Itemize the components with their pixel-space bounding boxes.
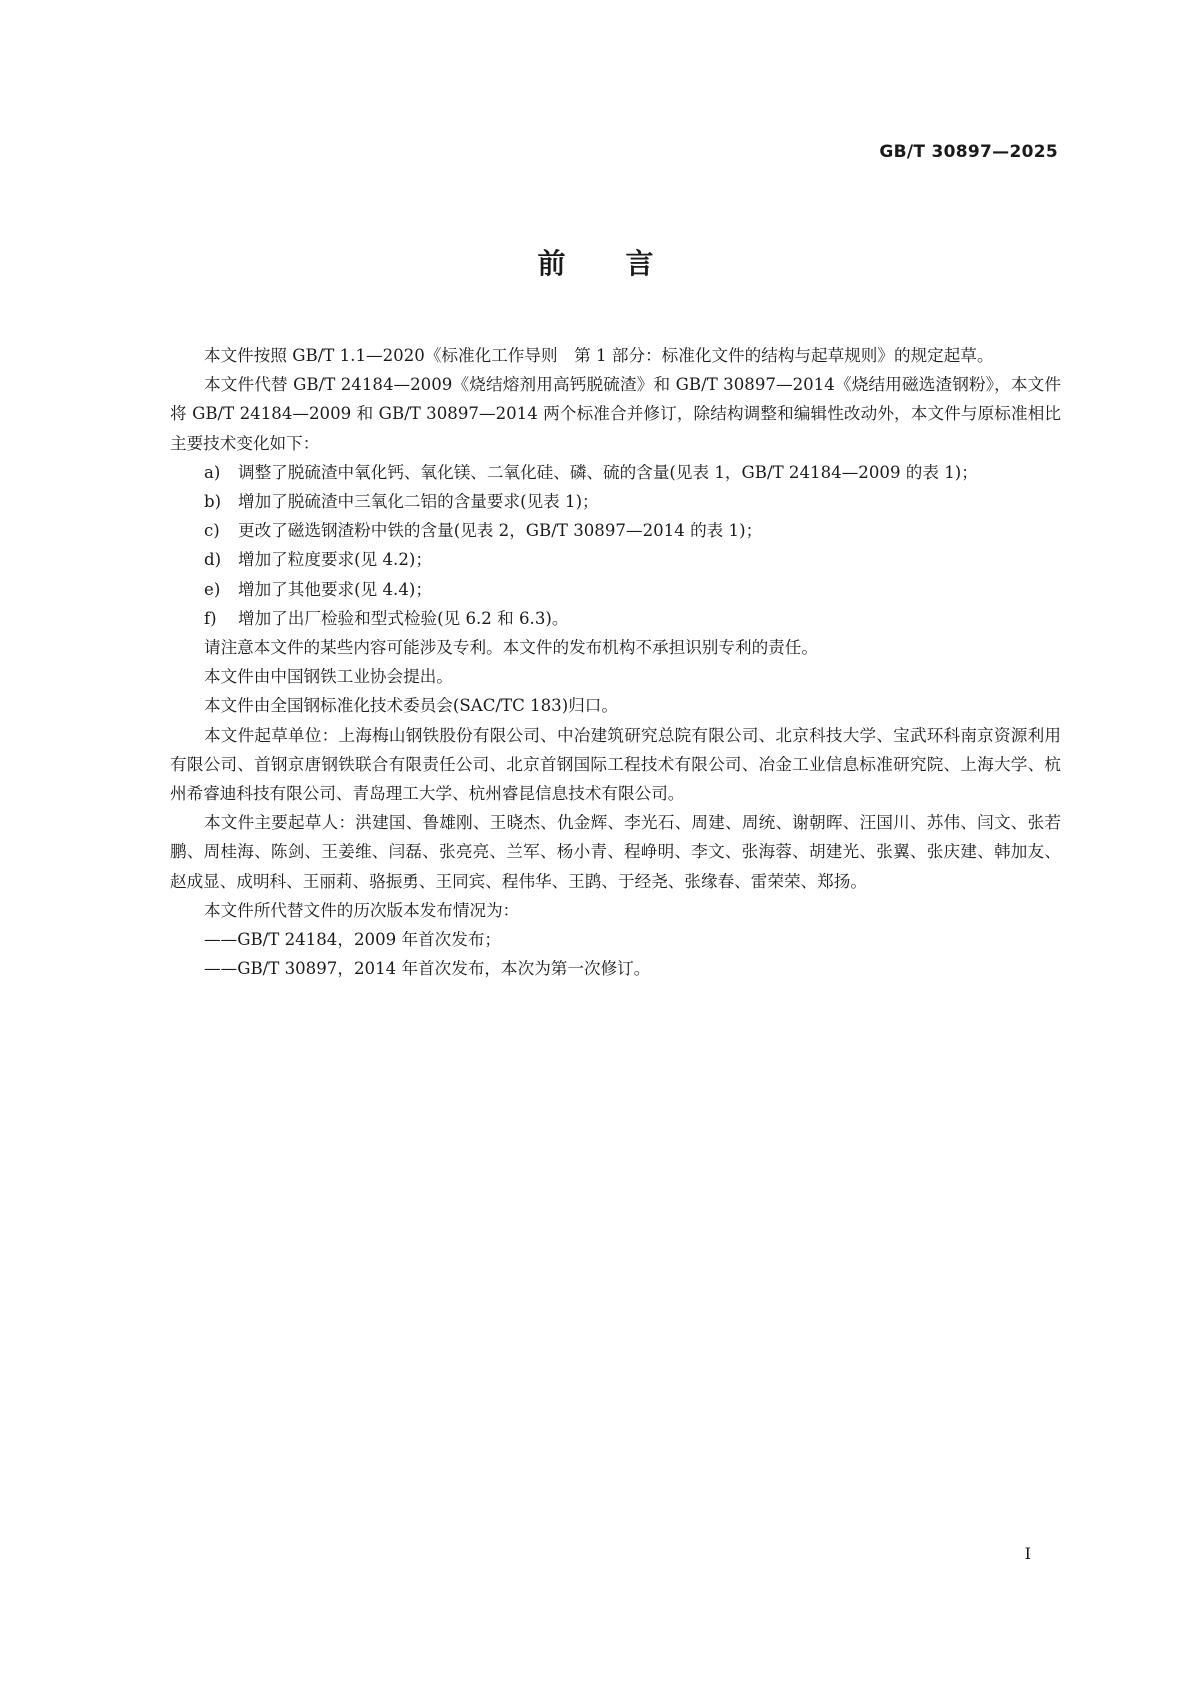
paragraph-proposer: 本文件由中国钢铁工业协会提出。 <box>204 667 453 687</box>
standard-code: GB/T 30897—2025 <box>879 142 1058 162</box>
history-item: ——GB/T 24184，2009 年首次发布； <box>204 930 502 950</box>
paragraph-patent-notice: 请注意本文件的某些内容可能涉及专利。本文件的发布机构不承担识别专利的责任。 <box>204 638 818 658</box>
change-item <box>170 516 1061 545</box>
change-item-text: 更改了磁选钢渣粉中铁的含量(见表 2，GB/T 30897—2014 的表 1)； <box>238 521 763 541</box>
paragraph-replacement: 本文件代替 GB/T 24184—2009《烧结熔剂用高钙脱硫渣》和 GB/T 30897—2014《烧结用磁选渣钢粉》，本文件将 GB/T 24184—2009 和 GB/T 30897—2014 两个标准合并修订，除结构调整和编辑性改动外，本文件与原标准相比主要技术变化如下： <box>170 375 1061 453</box>
change-item-mark: f) <box>204 608 217 628</box>
change-item <box>170 604 1061 633</box>
change-item-text: 增加了脱硫渣中三氧化二铝的含量要求(见表 1)； <box>238 492 599 512</box>
change-item-text: 增加了出厂检验和型式检验(见 6.2 和 6.3)。 <box>238 608 569 628</box>
change-item-mark: c) <box>204 521 220 541</box>
change-item <box>170 487 1061 516</box>
change-item-mark: a) <box>204 462 221 482</box>
change-item-text: 增加了粒度要求(见 4.2)； <box>238 550 432 570</box>
paragraph-drafting-rule: 本文件按照 GB/T 1.1—2020《标准化工作导则 第 1 部分：标准化文件的结构与起草规则》的规定起草。 <box>204 346 994 365</box>
change-item-mark: b) <box>204 492 222 512</box>
history-item: ——GB/T 30897，2014 年首次发布，本次为第一次修订。 <box>204 959 651 979</box>
page-number: I <box>1024 1544 1031 1563</box>
change-item <box>170 458 1061 487</box>
change-item-mark: e) <box>204 579 221 599</box>
change-item <box>170 575 1061 604</box>
paragraph-drafting-organizations: 本文件起草单位：上海梅山钢铁股份有限公司、中冶建筑研究总院有限公司、北京科技大学、宝武环科南京资源利用有限公司、首钢京唐钢铁联合有限责任公司、北京首钢国际工程技术有限公司、冶金工业信息标准研究院、上海大学、杭州希睿迪科技有限公司、青岛理工大学、杭州睿昆信息技术有限公司。 <box>170 725 1061 804</box>
page-title: 前言 <box>537 247 714 280</box>
change-item <box>170 545 1061 574</box>
preface-body <box>170 341 1061 983</box>
paragraph-version-history: 本文件所代替文件的历次版本发布情况为： <box>204 900 520 920</box>
paragraph-drafters: 本文件主要起草人：洪建国、鲁雄刚、王晓杰、仇金辉、李光石、周建、周统、谢朝晖、汪国川、苏伟、闫文、张若鹏、周桂海、陈剑、王姜维、闫磊、张亮亮、兰军、杨小青、程峥明、李文、张海蓉、胡建光、张翼、张庆建、韩加友、赵成显、成明科、王丽莉、骆振勇、王同宾、程伟华、王鹍、于经尧、张缘春、雷荣荣、郑扬。 <box>170 813 1061 891</box>
change-item-text: 增加了其他要求(见 4.4)； <box>238 579 432 599</box>
change-item-mark: d) <box>204 550 222 570</box>
paragraph-technical-committee: 本文件由全国钢标准化技术委员会(SAC/TC 183)归口。 <box>204 696 618 716</box>
change-item-text: 调整了脱硫渣中氧化钙、氧化镁、二氧化硅、磷、硫的含量(见表 1，GB/T 24184—2009 的表 1)； <box>238 462 978 482</box>
